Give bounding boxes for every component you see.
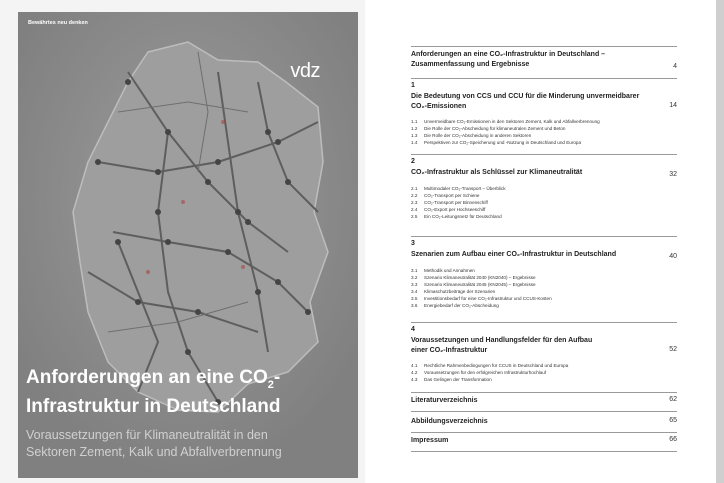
toc-intro-line1: Anforderungen an eine CO₂-Infrastruktur in Deutschland – — [411, 51, 606, 58]
subitem-number: 2.1 — [411, 186, 418, 191]
toc-subitem[interactable] — [411, 125, 677, 132]
cover-title-subscript: 2 — [267, 378, 274, 391]
chapter-title-line2: CO₂-Emissionen — [411, 103, 467, 110]
subitem-title: Szenario Klimaneutralität 2045 (KN2045) – Ergebnisse — [424, 282, 536, 287]
subitem-number: 3.1 — [411, 268, 418, 273]
subitem-number: 2.2 — [411, 193, 418, 198]
toc-intro[interactable] — [411, 50, 677, 70]
subitem-number: 3.5 — [411, 296, 418, 301]
chapter-page: 14 — [669, 102, 677, 109]
cover-panel — [18, 12, 358, 478]
subitem-title: Klimaschutzbeiträge der Szenarien — [424, 289, 496, 294]
subitem-number: 1.4 — [411, 140, 418, 145]
vdz-logo: vdz — [290, 60, 320, 82]
subitem-title: CO₂-Export per Hochseeschiff — [424, 207, 486, 212]
toc-subitem[interactable] — [411, 302, 677, 309]
chapter-title-line1: CO₂-Infrastruktur als Schlüssel zur Klimaneutralität — [411, 169, 583, 176]
cover-subtitle — [26, 427, 356, 461]
chapter-number: 1 — [411, 82, 415, 89]
subitem-number: 1.3 — [411, 133, 418, 138]
toc-subitem[interactable] — [411, 376, 677, 383]
toc-subitem[interactable] — [411, 369, 677, 376]
chapter-page: 32 — [669, 171, 677, 178]
chapter-title-line1: Die Bedeutung von CCS und CCU für die Minderung unvermeidbarer — [411, 93, 640, 100]
toc-subitem[interactable] — [411, 185, 677, 192]
subitem-number: 4.1 — [411, 363, 418, 368]
subitem-title: Multimodaler CO₂-Transport – Überblick — [424, 186, 506, 191]
toc-intro-page: 4 — [673, 63, 677, 70]
toc-subitem[interactable] — [411, 288, 677, 295]
chapter-page: 52 — [669, 346, 677, 353]
toc-subitem[interactable] — [411, 139, 677, 146]
subitem-number: 4.3 — [411, 377, 418, 382]
toc-subitem[interactable] — [411, 118, 677, 125]
appendix-page: 62 — [669, 396, 677, 403]
appendix-page: 66 — [669, 436, 677, 443]
table-of-contents — [365, 0, 724, 483]
toc-subitem[interactable] — [411, 274, 677, 281]
cover-title-line2: Infrastruktur in Deutschland — [26, 395, 281, 417]
toc-chapter-4[interactable] — [411, 326, 677, 383]
chapter-number: 2 — [411, 158, 415, 165]
subitem-number: 4.2 — [411, 370, 418, 375]
subitem-title: CO₂-Transport per Schiene — [424, 193, 480, 198]
subitem-title: Unvermeidbare CO₂-Emissionen in den Sektoren Zement, Kalk und Abfallverbrennung — [424, 119, 600, 124]
cover-tagline: Bewährtes neu denken — [28, 20, 88, 26]
subitem-number: 1.2 — [411, 126, 418, 131]
cover-subtitle-line1: Voraussetzungen für Klimaneutralität in den — [26, 428, 268, 442]
subitem-title: Methodik und Annahmen — [424, 268, 475, 273]
page-edge — [716, 0, 724, 483]
subitem-title: Rechtliche Rahmenbedingungen für CCUS in Deutschland und Europa — [424, 363, 569, 368]
toc-subitem[interactable] — [411, 199, 677, 206]
chapter-title-line1: Voraussetzungen und Handlungsfelder für den Aufbau — [411, 337, 593, 344]
appendix-page: 65 — [669, 417, 677, 424]
toc-subitem[interactable] — [411, 281, 677, 288]
subitem-number: 2.5 — [411, 214, 418, 219]
toc-subitem[interactable] — [411, 192, 677, 199]
subitem-title: Investitionsbedarf für eine CO₂-Infrastruktur und CCUS-Kosten — [424, 296, 552, 301]
appendix-label: Literaturverzeichnis — [411, 397, 478, 404]
subitem-number: 2.3 — [411, 200, 418, 205]
subitem-title: Das Gelingen der Transformation — [424, 377, 492, 382]
toc-subitem[interactable] — [411, 295, 677, 302]
toc-subitem[interactable] — [411, 362, 677, 369]
cover-title-hyphen: - — [273, 367, 281, 388]
toc-chapter-2[interactable] — [411, 158, 677, 220]
subitem-title: Szenario Klimaneutralität 2040 (KN2040) – Ergebnisse — [424, 275, 536, 280]
toc-subitem[interactable] — [411, 267, 677, 274]
chapter-title-line2: einer CO₂-Infrastruktur — [411, 347, 488, 354]
appendix-label: Impressum — [411, 437, 449, 444]
toc-subitem[interactable] — [411, 132, 677, 139]
subitem-number: 3.4 — [411, 289, 418, 294]
chapter-page: 40 — [669, 253, 677, 260]
subitem-title: CO₂-Transport per Binnenschiff — [424, 200, 488, 205]
appendix-label: Abbildungsverzeichnis — [411, 418, 488, 425]
subitem-title: Perspektiven zur CO₂-Speicherung und -Nutzung in Deutschland und Europa — [424, 140, 582, 145]
chapter-number: 3 — [411, 240, 415, 247]
toc-chapter-1[interactable] — [411, 82, 677, 146]
subitem-number: 3.3 — [411, 282, 418, 287]
toc-chapter-3[interactable] — [411, 240, 677, 309]
subitem-title: Energiebedarf der CO₂-Abscheidung — [424, 303, 499, 308]
subitem-number: 2.4 — [411, 207, 418, 212]
chapter-number: 4 — [411, 326, 415, 333]
toc-subitem[interactable] — [411, 213, 677, 220]
cover-title — [26, 367, 356, 418]
subitem-title: Die Rolle der CO₂-Abscheidung in anderen Sektoren — [424, 133, 532, 138]
toc-impressum[interactable] — [411, 436, 677, 446]
toc-intro-line2: Zusammenfassung und Ergebnisse — [411, 61, 530, 68]
subitem-title: Voraussetzungen für den erfolgreichen Infrastrukturhochlauf — [424, 370, 547, 375]
chapter-title-line1: Szenarien zum Aufbau einer CO₂-Infrastruktur in Deutschland — [411, 251, 617, 258]
subitem-number: 3.6 — [411, 303, 418, 308]
subitem-title: Die Rolle der CO₂-Abscheidung für klimaneutralen Zement und Beton — [424, 126, 566, 131]
subitem-number: 3.2 — [411, 275, 418, 280]
cover-title-line1: Anforderungen an eine CO — [26, 367, 268, 388]
cover-subtitle-line2: Sektoren Zement, Kalk und Abfallverbrennung — [26, 445, 282, 459]
toc-abbildungsverzeichnis[interactable] — [411, 417, 677, 427]
subitem-title: Ein CO₂-Leitungsnetz für Deutschland — [424, 214, 502, 219]
subitem-number: 1.1 — [411, 119, 418, 124]
toc-subitem[interactable] — [411, 206, 677, 213]
toc-literaturverzeichnis[interactable] — [411, 396, 677, 406]
